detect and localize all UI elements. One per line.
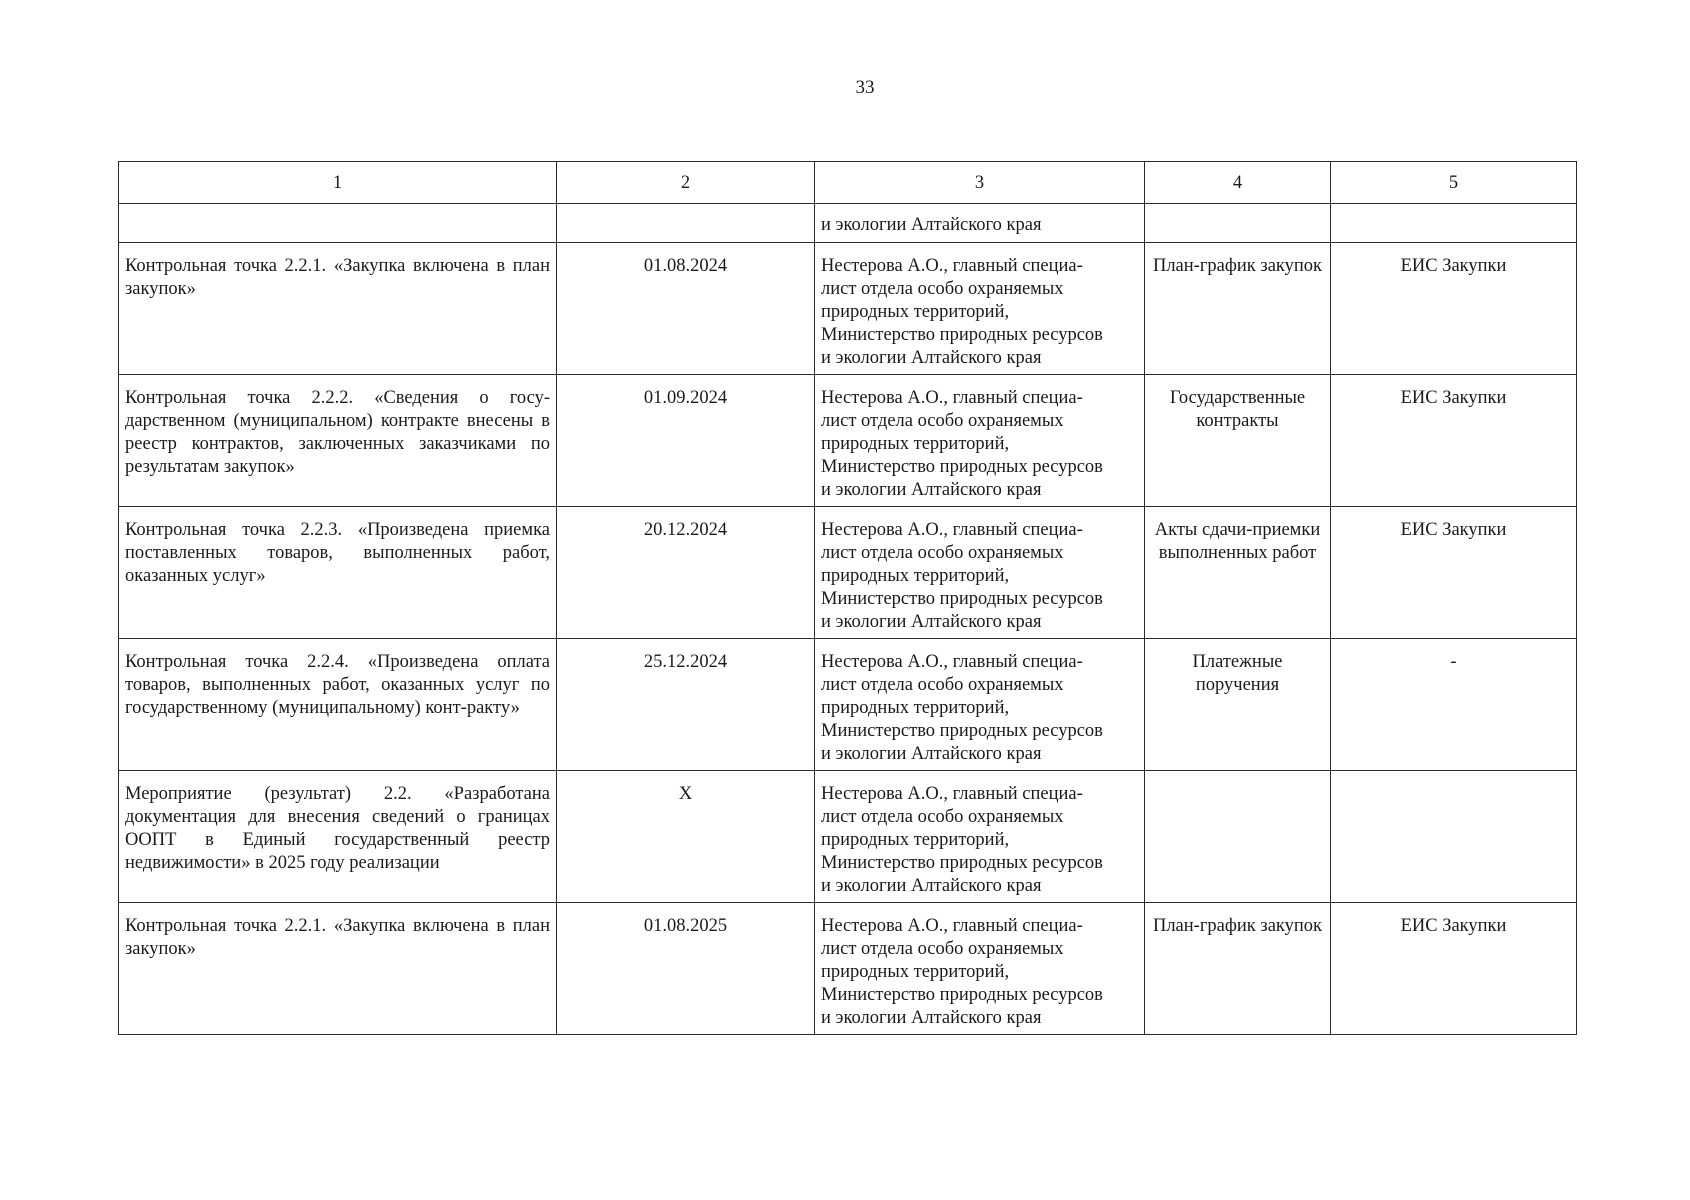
responsible-line: лист отдела особо охраняемых [821, 807, 1064, 827]
cell-system: ЕИС Закупки [1331, 507, 1577, 639]
responsible-line: Министерство природных ресурсов [821, 985, 1103, 1005]
cell-name: Контрольная точка 2.2.1. «Закупка включена в план закупок» [119, 243, 557, 375]
control-points-table [118, 161, 1577, 1035]
cell-name: Контрольная точка 2.2.2. «Сведения о госу-дарственном (муниципальном) контракте внесены в реестр контрактов, заключенных заказчиками по результатам закупок» [119, 375, 557, 507]
page-number: 33 [855, 77, 875, 98]
cell-system: ЕИС Закупки [1331, 375, 1577, 507]
cell-responsible [815, 903, 1145, 1035]
responsible-line: природных территорий, [821, 962, 1010, 982]
cell-date: 01.08.2024 [557, 243, 815, 375]
cell-name: Контрольная точка 2.2.4. «Произведена оплата товаров, выполненных работ, оказанных услуг по государственному (муниципальному) конт-ракту» [119, 639, 557, 771]
header-col-5: 5 [1331, 162, 1577, 204]
responsible-line: Нестерова А.О., главный специа- [821, 388, 1083, 408]
cell-name: Контрольная точка 2.2.3. «Произведена приемка поставленных товаров, выполненных работ, оказанных услуг» [119, 507, 557, 639]
responsible-line: Министерство природных ресурсов [821, 589, 1103, 609]
table-row [119, 771, 1577, 903]
responsible-line: природных территорий, [821, 698, 1010, 718]
responsible-line: и экологии Алтайского края [821, 348, 1042, 368]
cell-responsible: и экологии Алтайского края [815, 204, 1145, 243]
cell-date: 01.09.2024 [557, 375, 815, 507]
cell-system: ЕИС Закупки [1331, 903, 1577, 1035]
table-row [119, 507, 1577, 639]
cell-date [557, 204, 815, 243]
cell-responsible [815, 375, 1145, 507]
header-row [119, 162, 1577, 204]
responsible-line: природных территорий, [821, 302, 1010, 322]
cell-system [1331, 204, 1577, 243]
responsible-line: Нестерова А.О., главный специа- [821, 256, 1083, 276]
responsible-line: и экологии Алтайского края [821, 612, 1042, 632]
responsible-line: Министерство природных ресурсов [821, 853, 1103, 873]
cell-document: План-график закупок [1145, 903, 1331, 1035]
cell-date: 20.12.2024 [557, 507, 815, 639]
cell-document: Государственные контракты [1145, 375, 1331, 507]
responsible-line: и экологии Алтайского края [821, 480, 1042, 500]
table-row [119, 375, 1577, 507]
cell-date: Х [557, 771, 815, 903]
responsible-line: лист отдела особо охраняемых [821, 411, 1064, 431]
responsible-line: лист отдела особо охраняемых [821, 939, 1064, 959]
responsible-line: и экологии Алтайского края [821, 744, 1042, 764]
table-row [119, 243, 1577, 375]
cell-responsible [815, 639, 1145, 771]
cell-document: Платежные поручения [1145, 639, 1331, 771]
cell-responsible [815, 507, 1145, 639]
table-header [119, 162, 1577, 204]
cell-date: 25.12.2024 [557, 639, 815, 771]
responsible-line: и экологии Алтайского края [821, 1008, 1042, 1028]
cell-responsible [815, 243, 1145, 375]
responsible-line: природных территорий, [821, 434, 1010, 454]
table-row [119, 639, 1577, 771]
responsible-line: лист отдела особо охраняемых [821, 543, 1064, 563]
responsible-line: природных территорий, [821, 830, 1010, 850]
cell-document: Акты сдачи-приемки выполненных работ [1145, 507, 1331, 639]
cell-system: ЕИС Закупки [1331, 243, 1577, 375]
cell-document: План-график закупок [1145, 243, 1331, 375]
header-col-2: 2 [557, 162, 815, 204]
cell-date: 01.08.2025 [557, 903, 815, 1035]
header-col-1: 1 [119, 162, 557, 204]
cell-document [1145, 204, 1331, 243]
header-col-4: 4 [1145, 162, 1331, 204]
cell-system [1331, 771, 1577, 903]
responsible-line: лист отдела особо охраняемых [821, 675, 1064, 695]
cell-name [119, 204, 557, 243]
responsible-line: Министерство природных ресурсов [821, 457, 1103, 477]
responsible-line: Министерство природных ресурсов [821, 721, 1103, 741]
responsible-line: лист отдела особо охраняемых [821, 279, 1064, 299]
cell-system: - [1331, 639, 1577, 771]
responsible-line: Нестерова А.О., главный специа- [821, 520, 1083, 540]
table-row [119, 903, 1577, 1035]
responsible-line: и экологии Алтайского края [821, 876, 1042, 896]
responsible-line: Нестерова А.О., главный специа- [821, 652, 1083, 672]
cell-name: Контрольная точка 2.2.1. «Закупка включена в план закупок» [119, 903, 557, 1035]
cell-responsible [815, 771, 1145, 903]
cell-name: Мероприятие (результат) 2.2. «Разработана документация для внесения сведений о границах ООПТ в Единый государственный реестр недвижимости» в 2025 году реализации [119, 771, 557, 903]
responsible-line: Нестерова А.О., главный специа- [821, 916, 1083, 936]
responsible-line: Нестерова А.О., главный специа- [821, 784, 1083, 804]
table-body [119, 204, 1577, 1035]
cell-document [1145, 771, 1331, 903]
responsible-line: Министерство природных ресурсов [821, 325, 1103, 345]
header-col-3: 3 [815, 162, 1145, 204]
responsible-line: природных территорий, [821, 566, 1010, 586]
continuation-row [119, 204, 1577, 243]
